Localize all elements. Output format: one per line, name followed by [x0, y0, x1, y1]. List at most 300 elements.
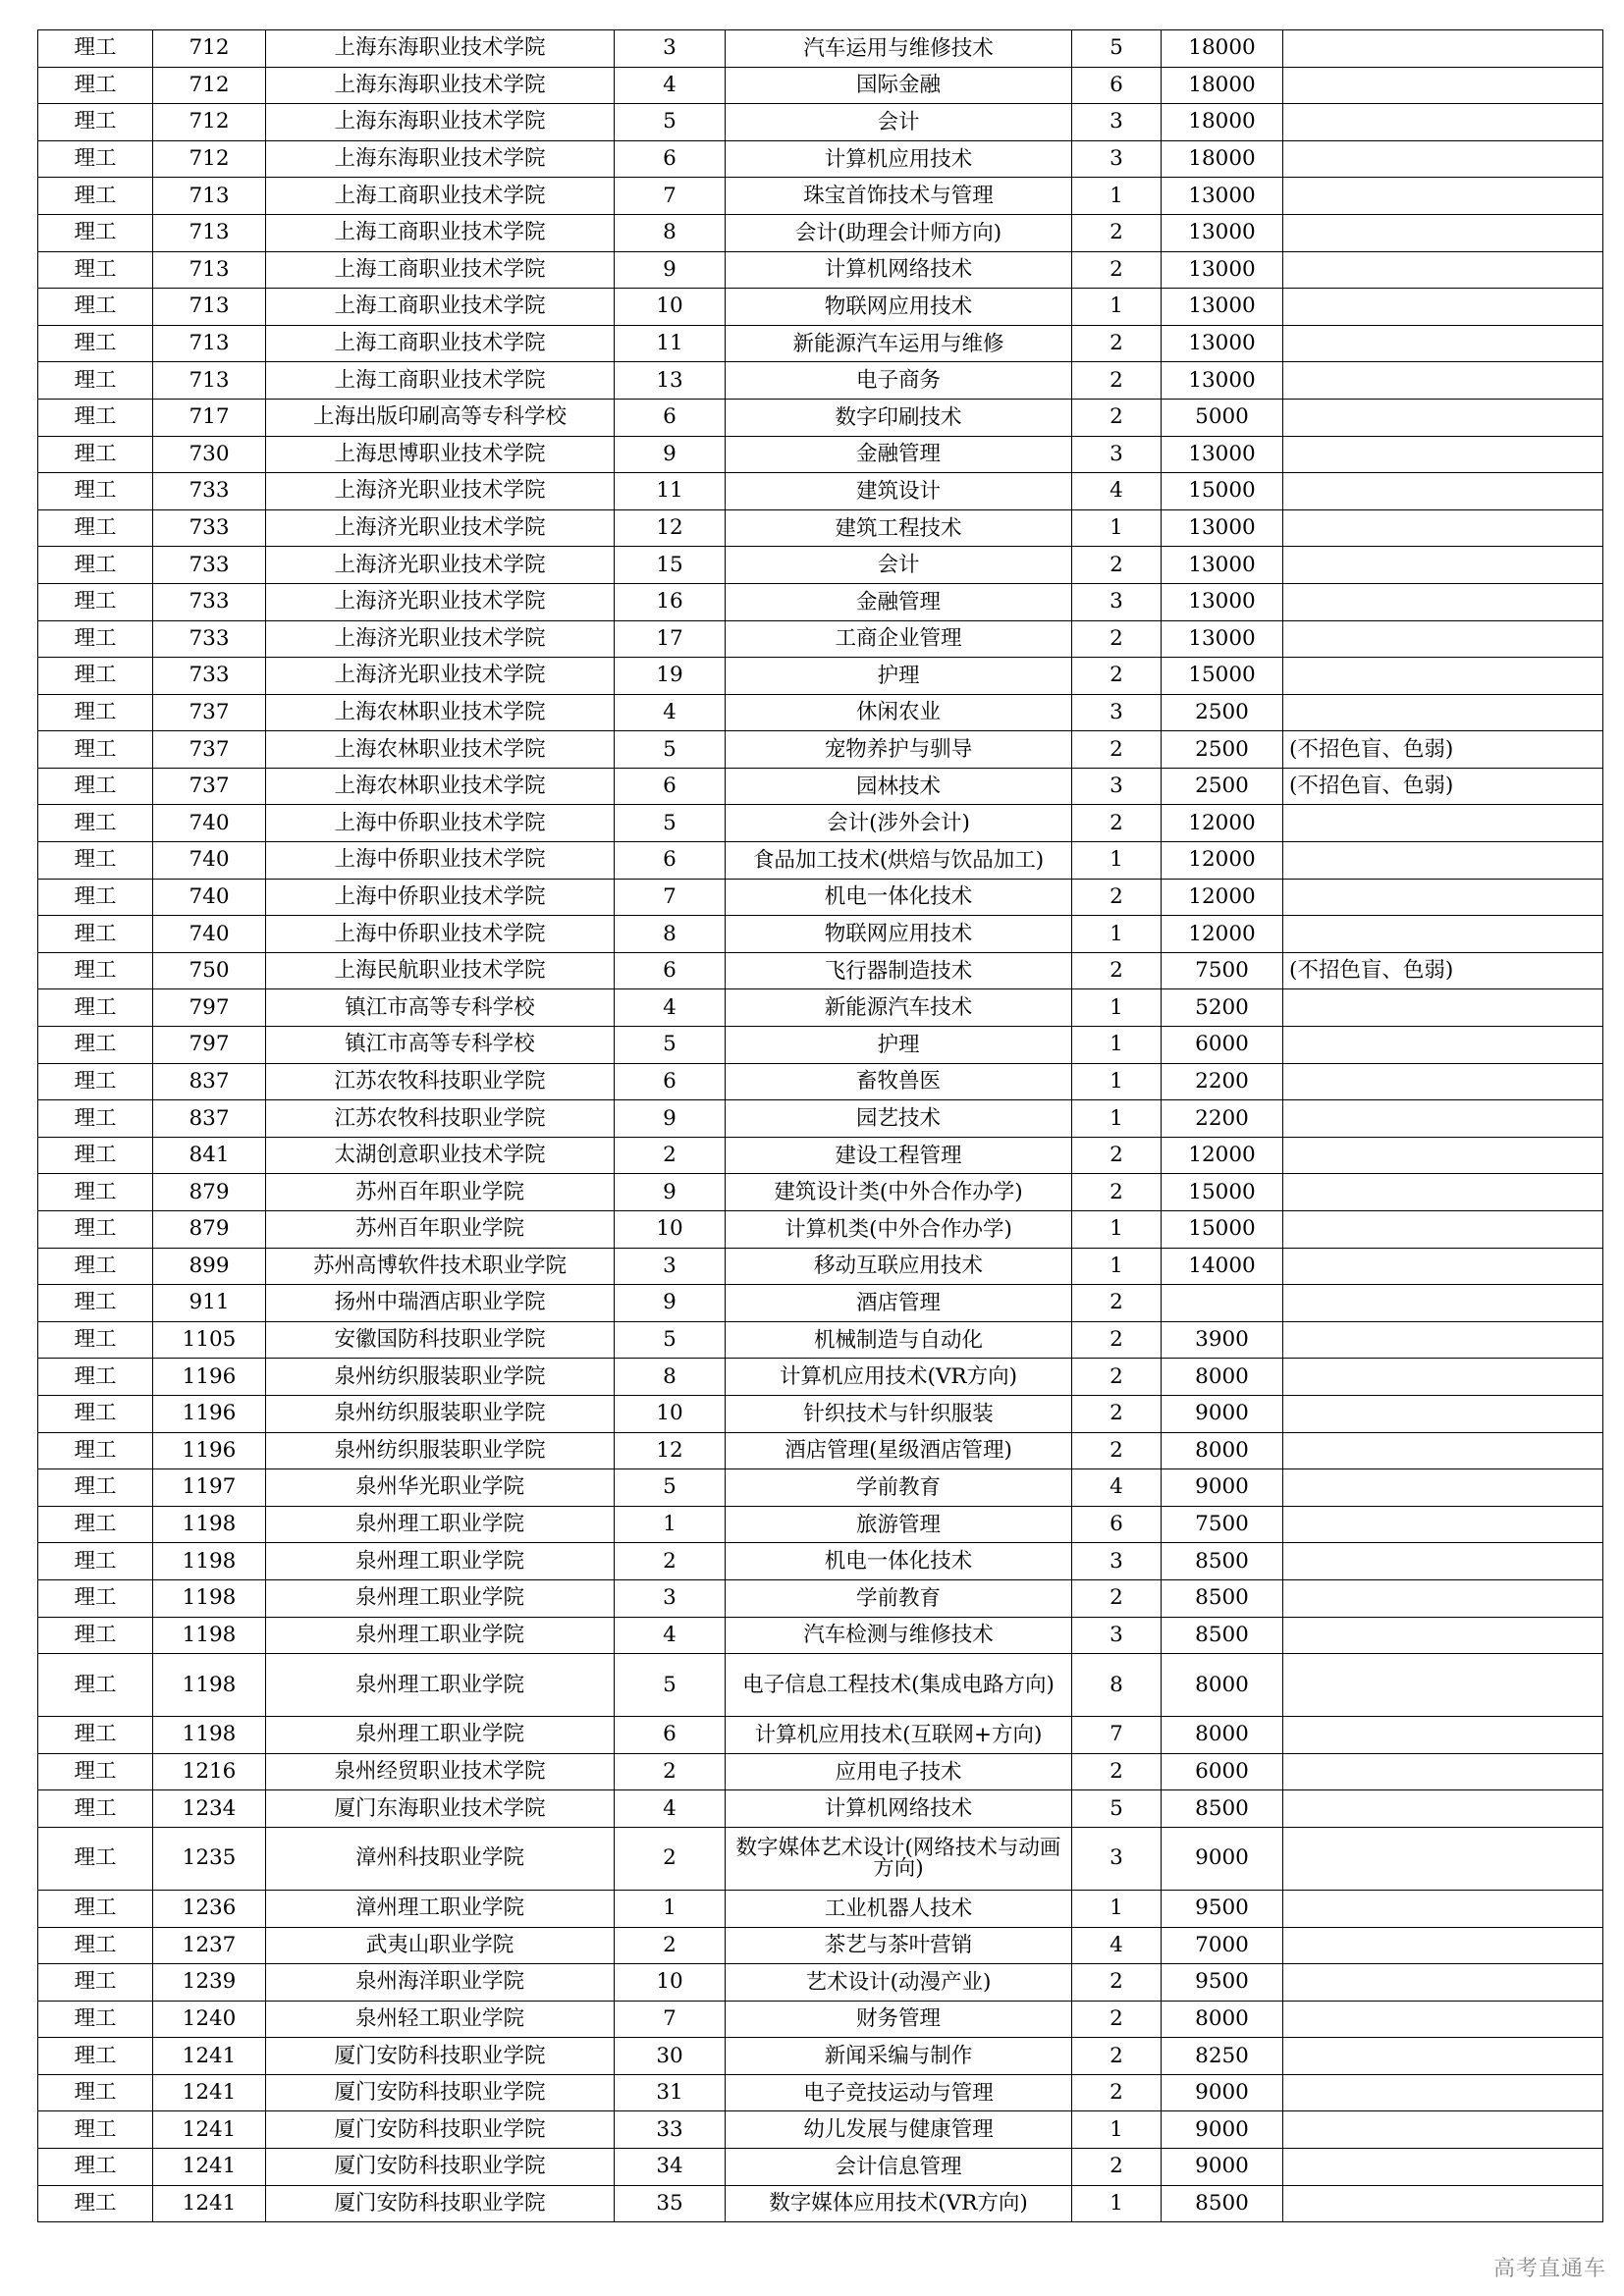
school-name-cell: 厦门安防科技职业学院: [266, 2038, 615, 2075]
tuition-cell: 13000: [1162, 251, 1283, 289]
major-name-cell: 汽车检测与维修技术: [726, 1617, 1072, 1654]
school-name-cell: 上海工商职业技术学院: [266, 251, 615, 289]
major-name-cell: 电子信息工程技术(集成电路方向): [726, 1654, 1072, 1717]
major-name-cell: 学前教育: [726, 1469, 1072, 1507]
tuition-cell: 8250: [1162, 2038, 1283, 2075]
tuition-cell: 13000: [1162, 214, 1283, 251]
school-name-cell: 上海民航职业技术学院: [266, 952, 615, 989]
plan-count-cell: 3: [1072, 140, 1162, 178]
plan-count-cell: 3: [1072, 1617, 1162, 1654]
major-code-cell: 2: [615, 1543, 726, 1580]
major-name-cell: 食品加工技术(烘焙与饮品加工): [726, 842, 1072, 880]
plan-count-cell: 2: [1072, 325, 1162, 362]
category-cell: 理工: [38, 879, 153, 916]
note-cell: [1283, 1927, 1603, 1964]
major-name-cell: 计算机应用技术(互联网+方向): [726, 1717, 1072, 1754]
major-code-cell: 6: [615, 1717, 726, 1754]
plan-count-cell: 2: [1072, 2074, 1162, 2111]
major-code-cell: 9: [615, 1174, 726, 1211]
plan-count-cell: 1: [1072, 1100, 1162, 1138]
note-cell: [1283, 1654, 1603, 1717]
school-code-cell: 733: [153, 473, 266, 510]
tuition-cell: 7500: [1162, 952, 1283, 989]
note-cell: [1283, 399, 1603, 436]
note-cell: [1283, 2149, 1603, 2186]
table-row: [38, 1359, 1603, 1396]
school-name-cell: 上海农林职业技术学院: [266, 731, 615, 769]
note-cell: [1283, 1543, 1603, 1580]
table-row: [38, 694, 1603, 731]
note-cell: [1283, 2074, 1603, 2111]
note-cell: [1283, 1827, 1603, 1890]
major-code-cell: 4: [615, 989, 726, 1027]
table-row: [38, 1790, 1603, 1828]
major-code-cell: 10: [615, 1395, 726, 1432]
tuition-cell: 9000: [1162, 2074, 1283, 2111]
note-cell: [1283, 1248, 1603, 1285]
major-name-cell: 数字媒体艺术设计(网络技术与动画方向): [726, 1827, 1072, 1890]
school-name-cell: 上海农林职业技术学院: [266, 768, 615, 805]
plan-count-cell: 1: [1072, 2185, 1162, 2222]
major-code-cell: 5: [615, 1469, 726, 1507]
tuition-cell: 7000: [1162, 1927, 1283, 1964]
table-row: [38, 1432, 1603, 1469]
plan-count-cell: 6: [1072, 67, 1162, 104]
note-cell: [1283, 1717, 1603, 1754]
major-name-cell: 计算机类(中外合作办学): [726, 1211, 1072, 1249]
tuition-cell: 12000: [1162, 1137, 1283, 1174]
school-name-cell: 上海中侨职业技术学院: [266, 879, 615, 916]
table-row: [38, 1063, 1603, 1100]
table-row: [38, 879, 1603, 916]
note-cell: [1283, 2001, 1603, 2038]
major-code-cell: 13: [615, 362, 726, 400]
tuition-cell: 13000: [1162, 289, 1283, 326]
major-name-cell: 会计(涉外会计): [726, 805, 1072, 842]
plan-count-cell: 2: [1072, 620, 1162, 658]
tuition-cell: 2500: [1162, 694, 1283, 731]
table-row: [38, 178, 1603, 215]
table-row: [38, 473, 1603, 510]
note-cell: [1283, 1964, 1603, 2002]
school-code-cell: 712: [153, 30, 266, 68]
school-code-cell: 1241: [153, 2074, 266, 2111]
table-row: [38, 1174, 1603, 1211]
note-cell: [1283, 1359, 1603, 1396]
tuition-cell: 9000: [1162, 2111, 1283, 2149]
plan-count-cell: 2: [1072, 2149, 1162, 2186]
note-cell: [1283, 1790, 1603, 1828]
plan-count-cell: 2: [1072, 1395, 1162, 1432]
table-row: [38, 104, 1603, 141]
category-cell: 理工: [38, 325, 153, 362]
major-name-cell: 财务管理: [726, 2001, 1072, 2038]
school-name-cell: 江苏农牧科技职业学院: [266, 1063, 615, 1100]
category-cell: 理工: [38, 1100, 153, 1138]
major-code-cell: 35: [615, 2185, 726, 2222]
plan-count-cell: 3: [1072, 1543, 1162, 1580]
major-code-cell: 4: [615, 1790, 726, 1828]
table-row: [38, 1469, 1603, 1507]
school-name-cell: 泉州理工职业学院: [266, 1654, 615, 1717]
category-cell: 理工: [38, 1927, 153, 1964]
tuition-cell: 2500: [1162, 731, 1283, 769]
note-cell: [1283, 1469, 1603, 1507]
major-code-cell: 8: [615, 916, 726, 953]
category-cell: 理工: [38, 140, 153, 178]
tuition-cell: 8500: [1162, 2185, 1283, 2222]
category-cell: 理工: [38, 1964, 153, 2002]
major-name-cell: 金融管理: [726, 583, 1072, 620]
tuition-cell: 8000: [1162, 1654, 1283, 1717]
tuition-cell: 18000: [1162, 104, 1283, 141]
category-cell: 理工: [38, 916, 153, 953]
school-name-cell: 上海济光职业技术学院: [266, 473, 615, 510]
table-row: [38, 1927, 1603, 1964]
tuition-cell: 13000: [1162, 436, 1283, 473]
note-cell: [1283, 2185, 1603, 2222]
major-name-cell: 物联网应用技术: [726, 916, 1072, 953]
school-name-cell: 上海济光职业技术学院: [266, 583, 615, 620]
school-name-cell: 安徽国防科技职业学院: [266, 1321, 615, 1359]
major-code-cell: 11: [615, 325, 726, 362]
plan-count-cell: 3: [1072, 436, 1162, 473]
school-code-cell: 713: [153, 251, 266, 289]
school-name-cell: 上海中侨职业技术学院: [266, 916, 615, 953]
major-name-cell: 国际金融: [726, 67, 1072, 104]
plan-count-cell: 4: [1072, 1469, 1162, 1507]
school-code-cell: 713: [153, 178, 266, 215]
table-row: [38, 1717, 1603, 1754]
school-code-cell: 740: [153, 916, 266, 953]
major-name-cell: 计算机网络技术: [726, 251, 1072, 289]
major-code-cell: 31: [615, 2074, 726, 2111]
note-cell: [1283, 2111, 1603, 2149]
tuition-cell: 9000: [1162, 1827, 1283, 1890]
category-cell: 理工: [38, 436, 153, 473]
tuition-cell: 6000: [1162, 1753, 1283, 1790]
table-row: [38, 2111, 1603, 2149]
school-name-cell: 上海工商职业技术学院: [266, 362, 615, 400]
plan-count-cell: 2: [1072, 1321, 1162, 1359]
note-cell: (不招色盲、色弱): [1283, 731, 1603, 769]
plan-count-cell: 1: [1072, 1890, 1162, 1927]
school-name-cell: 上海济光职业技术学院: [266, 509, 615, 547]
tuition-cell: 13000: [1162, 509, 1283, 547]
plan-count-cell: 1: [1072, 842, 1162, 880]
major-name-cell: 休闲农业: [726, 694, 1072, 731]
category-cell: 理工: [38, 1543, 153, 1580]
tuition-cell: 13000: [1162, 620, 1283, 658]
note-cell: [1283, 436, 1603, 473]
category-cell: 理工: [38, 1753, 153, 1790]
category-cell: 理工: [38, 1827, 153, 1890]
major-code-cell: 10: [615, 1964, 726, 2002]
tuition-cell: 18000: [1162, 140, 1283, 178]
note-cell: [1283, 1753, 1603, 1790]
note-cell: [1283, 658, 1603, 695]
school-code-cell: 1241: [153, 2149, 266, 2186]
major-name-cell: 新能源汽车运用与维修: [726, 325, 1072, 362]
note-cell: [1283, 1211, 1603, 1249]
plan-count-cell: 1: [1072, 1248, 1162, 1285]
major-code-cell: 5: [615, 1027, 726, 1064]
category-cell: 理工: [38, 805, 153, 842]
school-code-cell: 1237: [153, 1927, 266, 1964]
note-cell: [1283, 509, 1603, 547]
category-cell: 理工: [38, 768, 153, 805]
school-name-cell: 太湖创意职业技术学院: [266, 1137, 615, 1174]
tuition-cell: 9500: [1162, 1964, 1283, 2002]
school-code-cell: 1196: [153, 1395, 266, 1432]
school-code-cell: 717: [153, 399, 266, 436]
major-code-cell: 33: [615, 2111, 726, 2149]
major-code-cell: 5: [615, 1321, 726, 1359]
major-code-cell: 10: [615, 289, 726, 326]
school-name-cell: 上海东海职业技术学院: [266, 104, 615, 141]
major-name-cell: 新能源汽车技术: [726, 989, 1072, 1027]
school-name-cell: 上海济光职业技术学院: [266, 658, 615, 695]
category-cell: 理工: [38, 104, 153, 141]
school-code-cell: 1198: [153, 1654, 266, 1717]
major-code-cell: 5: [615, 1654, 726, 1717]
school-code-cell: 733: [153, 658, 266, 695]
school-code-cell: 1198: [153, 1717, 266, 1754]
category-cell: 理工: [38, 620, 153, 658]
table-row: [38, 989, 1603, 1027]
plan-count-cell: 2: [1072, 1137, 1162, 1174]
tuition-cell: 2500: [1162, 768, 1283, 805]
table-row: [38, 1579, 1603, 1617]
table-row: [38, 1543, 1603, 1580]
tuition-cell: 5200: [1162, 989, 1283, 1027]
tuition-cell: 12000: [1162, 842, 1283, 880]
school-code-cell: 911: [153, 1285, 266, 1322]
plan-count-cell: 7: [1072, 1717, 1162, 1754]
tuition-cell: 3900: [1162, 1321, 1283, 1359]
tuition-cell: 8000: [1162, 1432, 1283, 1469]
major-name-cell: 建筑设计类(中外合作办学): [726, 1174, 1072, 1211]
table-row: [38, 1211, 1603, 1249]
school-name-cell: 苏州百年职业学院: [266, 1211, 615, 1249]
table-row: [38, 1827, 1603, 1890]
note-cell: [1283, 104, 1603, 141]
major-code-cell: 3: [615, 1248, 726, 1285]
tuition-cell: 7500: [1162, 1506, 1283, 1543]
note-cell: [1283, 214, 1603, 251]
plan-count-cell: 2: [1072, 1753, 1162, 1790]
category-cell: 理工: [38, 1469, 153, 1507]
tuition-cell: 8500: [1162, 1617, 1283, 1654]
note-cell: [1283, 1890, 1603, 1927]
category-cell: 理工: [38, 583, 153, 620]
major-code-cell: 5: [615, 104, 726, 141]
table-row: [38, 768, 1603, 805]
table-row: [38, 509, 1603, 547]
category-cell: 理工: [38, 1027, 153, 1064]
major-name-cell: 幼儿发展与健康管理: [726, 2111, 1072, 2149]
major-name-cell: 艺术设计(动漫产业): [726, 1964, 1072, 2002]
major-code-cell: 7: [615, 879, 726, 916]
major-name-cell: 建筑工程技术: [726, 509, 1072, 547]
major-name-cell: 园艺技术: [726, 1100, 1072, 1138]
tuition-cell: 13000: [1162, 362, 1283, 400]
major-name-cell: 旅游管理: [726, 1506, 1072, 1543]
school-name-cell: 上海思博职业技术学院: [266, 436, 615, 473]
major-name-cell: 物联网应用技术: [726, 289, 1072, 326]
plan-count-cell: 2: [1072, 2038, 1162, 2075]
tuition-cell: 9000: [1162, 2149, 1283, 2186]
school-code-cell: 797: [153, 1027, 266, 1064]
category-cell: 理工: [38, 1506, 153, 1543]
table-row: [38, 1137, 1603, 1174]
plan-count-cell: 2: [1072, 658, 1162, 695]
table-row: [38, 1100, 1603, 1138]
major-name-cell: 酒店管理: [726, 1285, 1072, 1322]
school-name-cell: 厦门安防科技职业学院: [266, 2074, 615, 2111]
major-name-cell: 计算机网络技术: [726, 1790, 1072, 1828]
category-cell: 理工: [38, 1579, 153, 1617]
school-name-cell: 泉州纺织服装职业学院: [266, 1359, 615, 1396]
plan-count-cell: 4: [1072, 473, 1162, 510]
note-cell: [1283, 1506, 1603, 1543]
major-code-cell: 9: [615, 1285, 726, 1322]
plan-count-cell: 5: [1072, 1790, 1162, 1828]
tuition-cell: 8000: [1162, 1717, 1283, 1754]
school-name-cell: 上海东海职业技术学院: [266, 67, 615, 104]
school-code-cell: 737: [153, 731, 266, 769]
major-code-cell: 6: [615, 1063, 726, 1100]
table-row: [38, 2001, 1603, 2038]
category-cell: 理工: [38, 1248, 153, 1285]
major-code-cell: 3: [615, 30, 726, 68]
school-name-cell: 武夷山职业学院: [266, 1927, 615, 1964]
category-cell: 理工: [38, 178, 153, 215]
category-cell: 理工: [38, 399, 153, 436]
school-name-cell: 苏州高博软件技术职业学院: [266, 1248, 615, 1285]
note-cell: [1283, 583, 1603, 620]
school-code-cell: 740: [153, 842, 266, 880]
major-code-cell: 7: [615, 178, 726, 215]
major-code-cell: 12: [615, 509, 726, 547]
category-cell: 理工: [38, 1137, 153, 1174]
school-code-cell: 730: [153, 436, 266, 473]
school-code-cell: 837: [153, 1100, 266, 1138]
category-cell: 理工: [38, 2074, 153, 2111]
school-code-cell: 712: [153, 140, 266, 178]
category-cell: 理工: [38, 509, 153, 547]
major-code-cell: 16: [615, 583, 726, 620]
major-name-cell: 汽车运用与维修技术: [726, 30, 1072, 68]
note-cell: [1283, 805, 1603, 842]
plan-count-cell: 4: [1072, 1927, 1162, 1964]
tuition-cell: 15000: [1162, 1174, 1283, 1211]
major-code-cell: 2: [615, 1753, 726, 1790]
school-name-cell: 上海东海职业技术学院: [266, 30, 615, 68]
note-cell: [1283, 1395, 1603, 1432]
school-name-cell: 泉州理工职业学院: [266, 1717, 615, 1754]
category-cell: 理工: [38, 658, 153, 695]
plan-count-cell: 2: [1072, 805, 1162, 842]
school-code-cell: 1198: [153, 1543, 266, 1580]
category-cell: 理工: [38, 1717, 153, 1754]
plan-count-cell: 2: [1072, 399, 1162, 436]
school-code-cell: 1197: [153, 1469, 266, 1507]
major-code-cell: 10: [615, 1211, 726, 1249]
tuition-cell: 15000: [1162, 473, 1283, 510]
note-cell: [1283, 1174, 1603, 1211]
tuition-cell: 6000: [1162, 1027, 1283, 1064]
school-name-cell: 江苏农牧科技职业学院: [266, 1100, 615, 1138]
major-name-cell: 数字媒体应用技术(VR方向): [726, 2185, 1072, 2222]
note-cell: [1283, 1063, 1603, 1100]
school-code-cell: 1239: [153, 1964, 266, 2002]
major-name-cell: 机电一体化技术: [726, 1543, 1072, 1580]
school-name-cell: 上海工商职业技术学院: [266, 325, 615, 362]
tuition-cell: 8500: [1162, 1579, 1283, 1617]
plan-count-cell: 1: [1072, 509, 1162, 547]
note-cell: [1283, 362, 1603, 400]
school-code-cell: 899: [153, 1248, 266, 1285]
major-code-cell: 6: [615, 768, 726, 805]
school-name-cell: 泉州轻工职业学院: [266, 2001, 615, 2038]
school-name-cell: 上海工商职业技术学院: [266, 178, 615, 215]
plan-count-cell: 3: [1072, 1827, 1162, 1890]
school-code-cell: 713: [153, 362, 266, 400]
tuition-cell: 5000: [1162, 399, 1283, 436]
category-cell: 理工: [38, 2001, 153, 2038]
school-code-cell: 1241: [153, 2185, 266, 2222]
category-cell: 理工: [38, 1174, 153, 1211]
tuition-cell: 18000: [1162, 67, 1283, 104]
major-code-cell: 4: [615, 694, 726, 731]
plan-count-cell: 2: [1072, 1174, 1162, 1211]
tuition-cell: 13000: [1162, 547, 1283, 584]
plan-count-cell: 3: [1072, 694, 1162, 731]
major-code-cell: 3: [615, 1579, 726, 1617]
school-code-cell: 1196: [153, 1359, 266, 1396]
plan-count-cell: 3: [1072, 768, 1162, 805]
category-cell: 理工: [38, 989, 153, 1027]
note-cell: [1283, 67, 1603, 104]
admission-plan-table: [37, 29, 1603, 2222]
tuition-cell: 9500: [1162, 1890, 1283, 1927]
note-cell: [1283, 694, 1603, 731]
school-name-cell: 漳州科技职业学院: [266, 1827, 615, 1890]
major-name-cell: 会计信息管理: [726, 2149, 1072, 2186]
note-cell: [1283, 879, 1603, 916]
table-row: [38, 362, 1603, 400]
category-cell: 理工: [38, 67, 153, 104]
tuition-cell: 9000: [1162, 1395, 1283, 1432]
major-name-cell: 机械制造与自动化: [726, 1321, 1072, 1359]
major-name-cell: 珠宝首饰技术与管理: [726, 178, 1072, 215]
tuition-cell: [1162, 1285, 1283, 1322]
plan-count-cell: 1: [1072, 1211, 1162, 1249]
table-row: [38, 1506, 1603, 1543]
tuition-cell: 2200: [1162, 1100, 1283, 1138]
table-row: [38, 1395, 1603, 1432]
school-code-cell: 1240: [153, 2001, 266, 2038]
category-cell: 理工: [38, 1890, 153, 1927]
major-code-cell: 9: [615, 1100, 726, 1138]
note-cell: [1283, 1027, 1603, 1064]
tuition-cell: 14000: [1162, 1248, 1283, 1285]
table-row: [38, 952, 1603, 989]
table-row: [38, 620, 1603, 658]
school-name-cell: 泉州经贸职业技术学院: [266, 1753, 615, 1790]
plan-count-cell: 1: [1072, 289, 1162, 326]
